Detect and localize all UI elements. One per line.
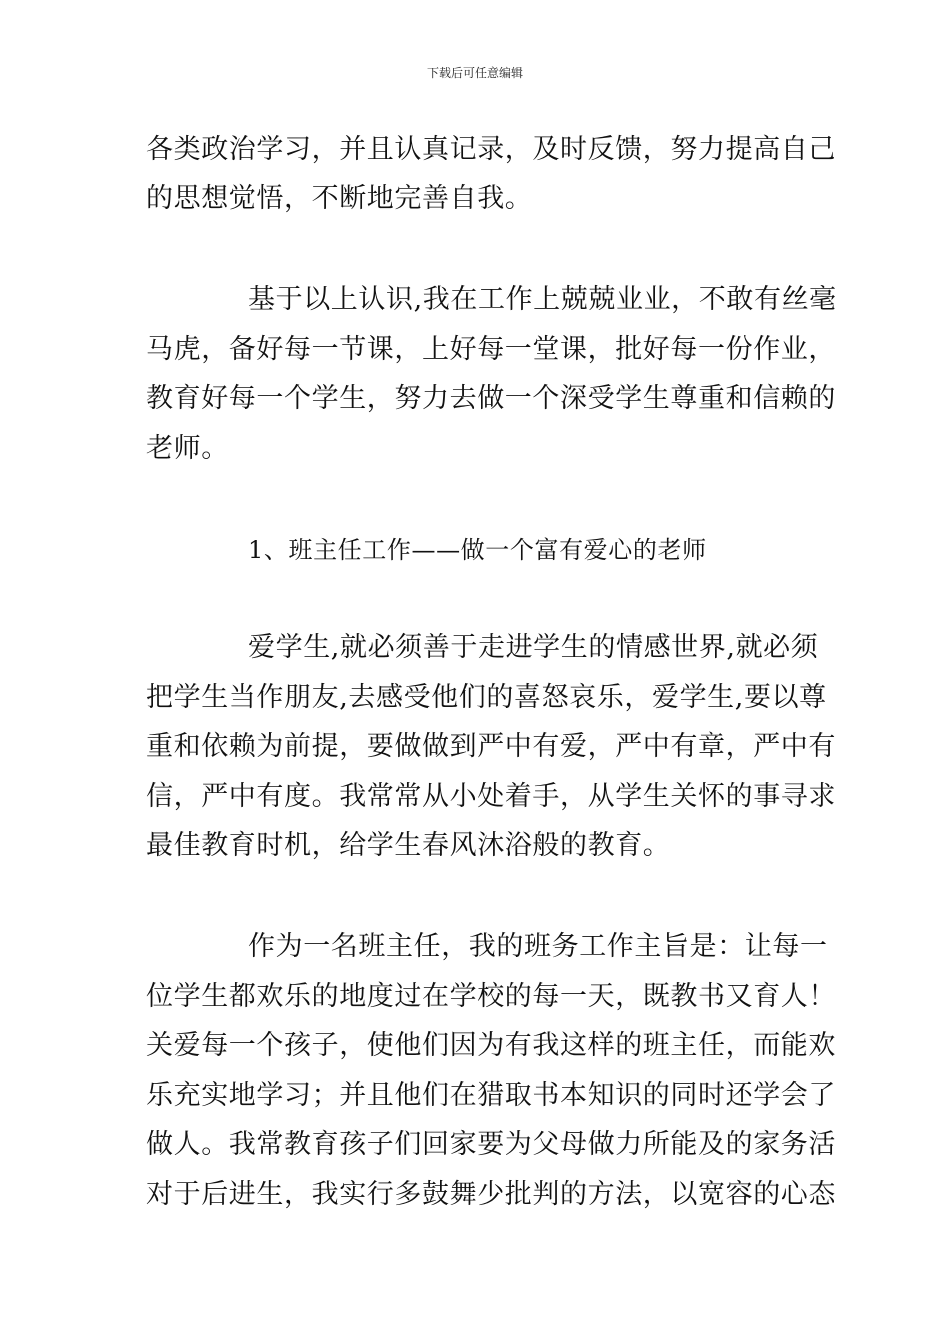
text-line: 老师。 bbox=[146, 433, 229, 464]
text-line: 马虎，备好每一节课，上好每一堂课，批好每一份作业， bbox=[146, 334, 836, 365]
text-line: 对于后进生，我实行多鼓舞少批判的方法，以宽容的心态 bbox=[146, 1179, 836, 1210]
paragraph-first-line: 基于以上认识,我在工作上兢兢业业，不敢有丝毫 bbox=[248, 284, 837, 315]
text-line: 做人。我常教育孩子们回家要为父母做力所能及的家务活 bbox=[146, 1129, 836, 1160]
text-line: 把学生当作朋友,去感受他们的喜怒哀乐，爱学生,要以尊 bbox=[146, 682, 827, 713]
paragraph-first-line: 爱学生,就必须善于走进学生的情感世界,就必须 bbox=[248, 632, 819, 663]
text-line: 重和依赖为前提，要做做到严中有爱，严中有章，严中有 bbox=[146, 731, 836, 762]
page-header: 下载后可任意编辑 bbox=[426, 66, 523, 80]
paragraph-first-line: 作为一名班主任，我的班务工作主旨是：让每一 bbox=[248, 931, 828, 962]
text-line: 最佳教育时机，给学生春风沐浴般的教育。 bbox=[146, 830, 671, 861]
text-line: 的思想觉悟，不断地完善自我。 bbox=[146, 183, 533, 214]
text-line: 各类政治学习，并且认真记录，及时反馈，努力提高自己 bbox=[146, 134, 836, 165]
text-line: 位学生都欢乐的地度过在学校的每一天，既教书又育人！ bbox=[146, 981, 836, 1012]
text-line: 教育好每一个学生，努力去做一个深受学生尊重和信赖的 bbox=[146, 383, 836, 414]
text-line: 乐充实地学习；并且他们在猎取书本知识的同时还学会了 bbox=[146, 1080, 836, 1111]
section-heading: 1、班主任工作——做一个富有爱心的老师 bbox=[248, 536, 707, 564]
text-line: 信，严中有度。我常常从小处着手，从学生关怀的事寻求 bbox=[146, 781, 836, 812]
text-line: 关爱每一个孩子，使他们因为有我这样的班主任，而能欢 bbox=[146, 1030, 836, 1061]
